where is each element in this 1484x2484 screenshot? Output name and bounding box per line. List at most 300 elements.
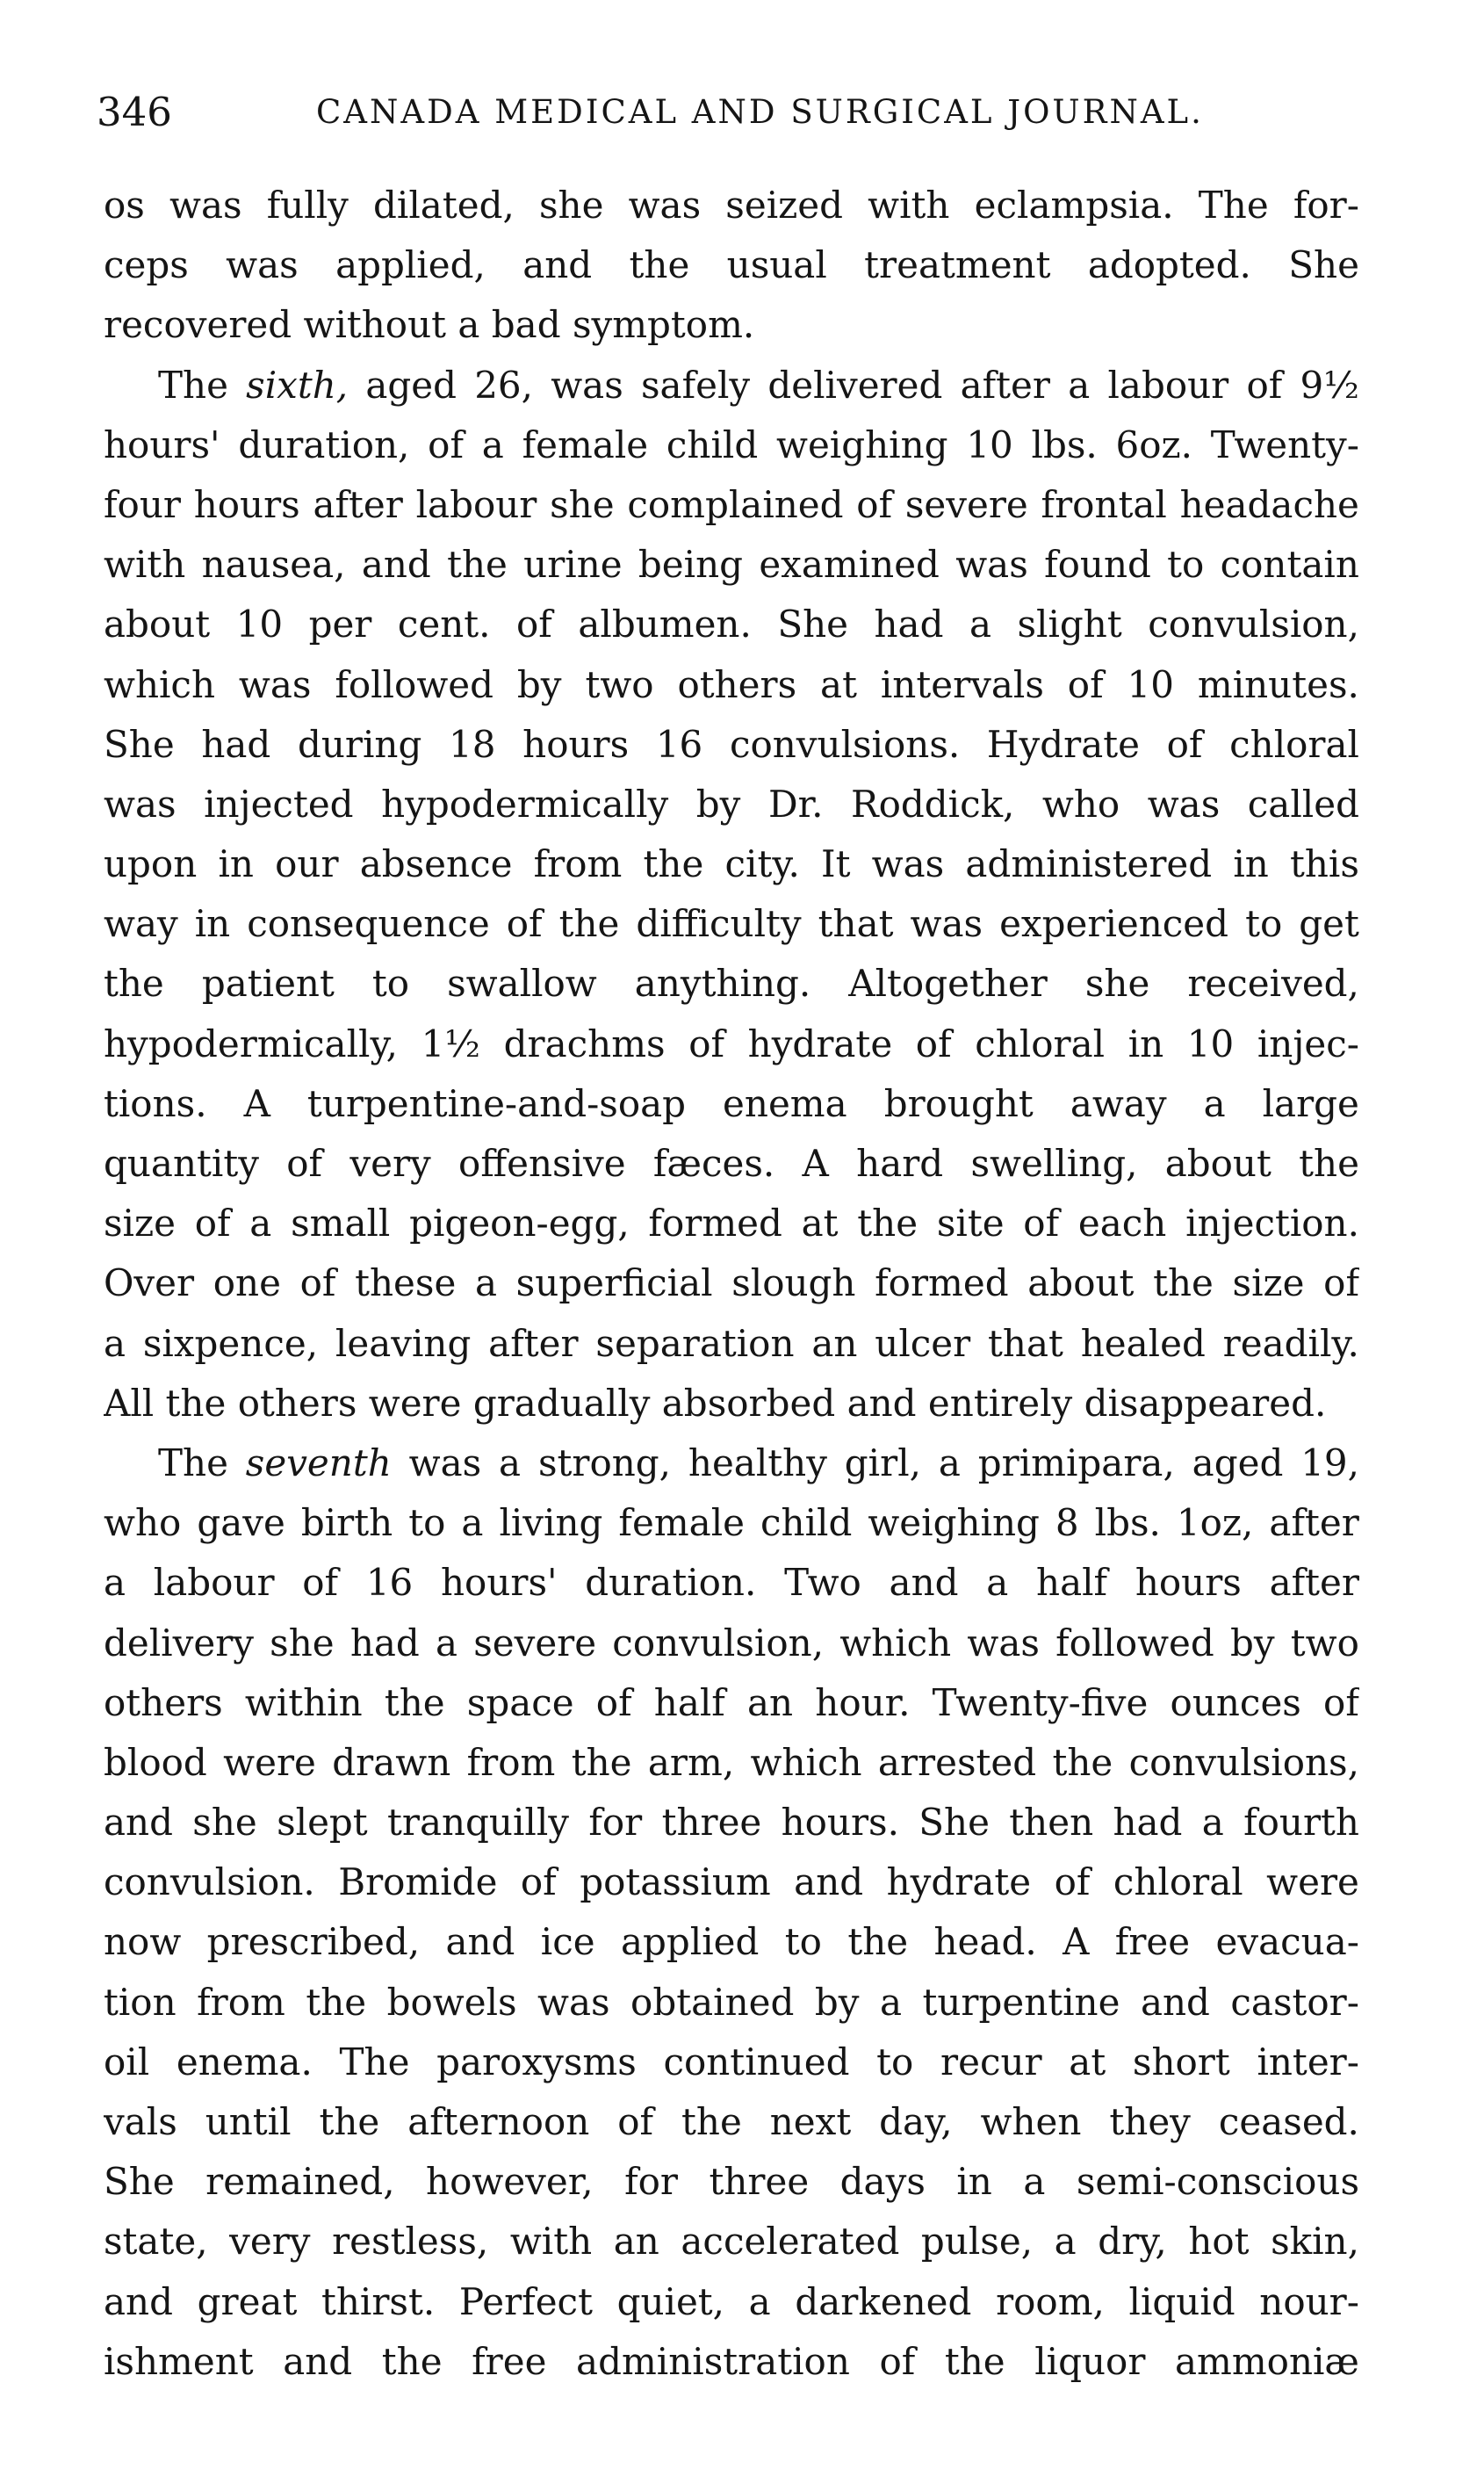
word: with [509, 2220, 593, 2264]
text-line [104, 2152, 1359, 2212]
word: disappeared. [1084, 1381, 1327, 1425]
word: four [104, 482, 181, 526]
word: castor- [1230, 1980, 1359, 2024]
word: female [618, 1501, 745, 1545]
word: and [283, 2339, 353, 2383]
text-line [104, 2212, 1359, 2271]
word: darkened [795, 2279, 972, 2323]
word: recovered [104, 303, 304, 347]
word: 16 [365, 1561, 414, 1605]
word: She [777, 603, 849, 646]
word: to [1245, 902, 1283, 946]
word: who [1041, 782, 1120, 826]
text-line [104, 1733, 1359, 1793]
word: oil [104, 2040, 150, 2083]
word: however, [426, 2160, 594, 2204]
text-line [104, 1553, 1359, 1613]
word: The [158, 363, 228, 407]
word: labour [415, 482, 537, 526]
word: and [889, 1561, 959, 1605]
word: urine [523, 543, 623, 587]
word: os [104, 184, 145, 227]
text-line [104, 2272, 1359, 2332]
word: of [915, 1022, 952, 1065]
word: was [628, 184, 702, 227]
word: She [104, 722, 175, 766]
word: cent. [397, 603, 491, 646]
word: had [874, 603, 944, 646]
word: recur [940, 2040, 1042, 2083]
word: convulsions, [1128, 1740, 1359, 1784]
word: for [588, 1801, 643, 1845]
word: this [1290, 842, 1359, 886]
word: slight [1017, 603, 1122, 646]
word: frontal [1041, 482, 1167, 526]
text-line [104, 235, 1359, 295]
page-header [97, 86, 1361, 139]
word: hours' [104, 422, 220, 466]
word: vals [104, 2100, 177, 2143]
word: applied [620, 1920, 760, 1964]
word: patient [201, 962, 335, 1006]
word: a [499, 1441, 522, 1484]
word: and [361, 543, 431, 587]
word: a [879, 1980, 902, 2024]
word: until [205, 2100, 292, 2143]
word: safely [640, 363, 751, 407]
word: two [1290, 1621, 1359, 1664]
word: the [857, 1202, 918, 1246]
word: Twenty-five [932, 1680, 1149, 1724]
word: ammoniæ [1174, 2339, 1359, 2383]
word: next [769, 2100, 852, 2143]
word: 1oz, [1176, 1501, 1254, 1545]
word: was [967, 1621, 1040, 1664]
word: swelling, [970, 1142, 1138, 1185]
word: city. [724, 842, 800, 886]
word: which [839, 1621, 952, 1664]
word: great [197, 2279, 298, 2323]
word: primipara, [977, 1441, 1175, 1484]
word: day, [879, 2100, 953, 2143]
word: by [516, 662, 562, 706]
word: they [1109, 2100, 1191, 2143]
word: 16 [655, 722, 703, 766]
word: 10 [966, 422, 1013, 466]
word: a [457, 303, 492, 347]
word: from [466, 1740, 556, 1784]
word: injection. [1185, 1202, 1359, 1246]
word: swallow [447, 962, 597, 1006]
word: semi-conscious [1076, 2160, 1359, 2204]
word: a [986, 1561, 1009, 1605]
word: She [1288, 243, 1359, 287]
word: a [1201, 1801, 1224, 1845]
word: an [613, 2220, 659, 2264]
word: birth [300, 1501, 393, 1545]
word: Dr. [767, 782, 824, 826]
word: 8 [1055, 1501, 1079, 1545]
word: which [750, 1740, 862, 1784]
word: brought [883, 1081, 1034, 1125]
word: state, [104, 2220, 208, 2264]
word: turpentine [922, 1980, 1120, 2024]
word: of [506, 902, 543, 946]
page-number: 346 [97, 89, 172, 135]
word: seized [725, 184, 844, 227]
word: It [821, 842, 851, 886]
word: duration. [585, 1561, 757, 1605]
word: treatment [864, 243, 1051, 287]
word: and [445, 1920, 515, 1964]
word: blood [104, 1740, 207, 1784]
word: very [349, 1142, 431, 1185]
word: strong, [537, 1441, 672, 1484]
word: hydrate [747, 1022, 893, 1065]
word: at [1069, 2040, 1106, 2083]
word: child [760, 1501, 853, 1545]
word: slough [731, 1261, 856, 1305]
word: she [538, 184, 604, 227]
word: 9½ [1300, 363, 1359, 407]
word: with [868, 184, 950, 227]
word: A [243, 1081, 270, 1125]
text-line [104, 1493, 1359, 1553]
word: from [197, 1980, 285, 2024]
word: minutes. [1197, 662, 1359, 706]
word: 18 [449, 722, 496, 766]
word: was [169, 184, 242, 227]
word: absorbed [661, 1381, 847, 1425]
word: had [1113, 1801, 1183, 1845]
word: found [1044, 543, 1151, 587]
word: nausea, [201, 543, 346, 587]
text-line [104, 295, 1359, 355]
word: She [104, 2160, 175, 2204]
word: the [847, 1920, 909, 1964]
word: the [381, 2339, 443, 2383]
word: hypodermically [381, 782, 669, 826]
word: bowels [386, 1980, 517, 2024]
word: half [653, 1680, 725, 1724]
word: liquor [1034, 2339, 1146, 2383]
word: were [1266, 1860, 1359, 1904]
word: Over [104, 1261, 195, 1305]
word: a [104, 1561, 126, 1605]
word: a [104, 1321, 126, 1365]
word: accelerated [681, 2220, 900, 2264]
word: duration, [238, 422, 410, 466]
word: about [1027, 1261, 1135, 1305]
text-line [104, 1074, 1359, 1134]
word: of [194, 1202, 231, 1246]
text-line [104, 894, 1359, 954]
word: paroxysms [436, 2040, 637, 2083]
word: from [533, 842, 623, 886]
word: followed [1055, 1621, 1214, 1664]
word: within [244, 1680, 363, 1724]
word: severe [473, 1621, 597, 1664]
word: after [960, 363, 1050, 407]
word: the [165, 1381, 238, 1425]
word: away [1070, 1081, 1167, 1125]
word: girl, [844, 1441, 921, 1484]
word: obtained [630, 1980, 795, 2024]
text-line [104, 775, 1359, 834]
word: was [1147, 782, 1221, 826]
word: 1½ [421, 1022, 481, 1065]
word: of [1323, 1680, 1359, 1724]
word: tion [104, 1980, 176, 2024]
word: continued [663, 2040, 850, 2083]
word: in [1127, 1022, 1164, 1065]
word: weighing [776, 422, 948, 466]
word: the [1299, 1142, 1359, 1185]
word: hours [193, 482, 300, 526]
word: 10 [1127, 662, 1174, 706]
word: readily. [1222, 1321, 1359, 1365]
word: 10 [1186, 1022, 1235, 1065]
text-line [104, 1015, 1359, 1074]
word: arrested [877, 1740, 1037, 1784]
word: contain [1220, 543, 1359, 587]
word: Hydrate [986, 722, 1140, 766]
word: examined [759, 543, 940, 587]
word: by [814, 1980, 860, 2024]
word: evacua- [1215, 1920, 1359, 1964]
word: of [1067, 662, 1104, 706]
word: were [223, 1740, 316, 1784]
word: short [1132, 2040, 1230, 2083]
word: was [226, 243, 299, 287]
word: headache [1179, 482, 1359, 526]
word: after [1269, 1501, 1359, 1545]
word: weighing [868, 1501, 1040, 1545]
word: 10 [235, 603, 284, 646]
word: absence [359, 842, 513, 886]
word: followed [335, 662, 494, 706]
word: 6oz. [1115, 422, 1193, 466]
word: enema [723, 1081, 847, 1125]
word: drawn [332, 1740, 451, 1784]
word: administration [576, 2339, 850, 2383]
word: Bromide [338, 1860, 498, 1904]
word: living [499, 1501, 603, 1545]
word: after [488, 1321, 579, 1365]
word: potassium [580, 1860, 771, 1904]
word: quiet, [616, 2279, 725, 2323]
word: of [1166, 722, 1203, 766]
word: and [794, 1860, 864, 1904]
word: hard [856, 1142, 944, 1185]
word: of [617, 2100, 654, 2143]
word: ishment [104, 2339, 254, 2383]
word: each [1077, 1202, 1167, 1246]
word: lbs. [1031, 422, 1098, 466]
word: afternoon [407, 2100, 590, 2143]
word: ice [540, 1920, 595, 1964]
word: she [192, 1801, 257, 1845]
word: adopted. [1087, 243, 1251, 287]
word: The [339, 2040, 410, 2083]
word: injec- [1257, 1022, 1359, 1065]
text-line [104, 2092, 1359, 2152]
word: that [988, 1321, 1063, 1365]
word: the [1153, 1261, 1214, 1305]
word: three [709, 2160, 810, 2204]
word: about [1164, 1142, 1271, 1185]
word: a [481, 422, 504, 466]
word: gave [197, 1501, 285, 1545]
word: she [270, 1621, 335, 1664]
word: the [681, 2100, 742, 2143]
word: a [1068, 363, 1091, 407]
text-line [104, 954, 1359, 1014]
word: and [522, 243, 593, 287]
word: a [474, 1261, 498, 1305]
word: of [1246, 363, 1283, 407]
word: was [910, 902, 983, 946]
word: aged [1192, 1441, 1284, 1484]
word: she [550, 482, 615, 526]
word: complained [627, 482, 844, 526]
word: experienced [999, 902, 1229, 946]
word: space [466, 1680, 574, 1724]
text-line [104, 475, 1359, 535]
text-line [104, 176, 1359, 235]
word: the [629, 243, 690, 287]
word: fourth [1243, 1801, 1359, 1845]
word: hours' [441, 1561, 558, 1605]
word: bad [491, 303, 573, 347]
word: Roddick, [850, 782, 1015, 826]
word: The [158, 1441, 228, 1484]
word: was [871, 842, 945, 886]
word: of [428, 422, 464, 466]
word: A [1063, 1920, 1090, 1964]
text-line [104, 1973, 1359, 2033]
word: received, [1187, 962, 1359, 1006]
word: restless, [332, 2220, 489, 2264]
word: Twenty- [1210, 422, 1359, 466]
body-text [104, 176, 1359, 2392]
word: two [585, 662, 654, 706]
word: a [461, 1501, 484, 1545]
word: offensive [458, 1142, 626, 1185]
word: of [1054, 1860, 1091, 1904]
word: at [820, 662, 857, 706]
word: Perfect [458, 2279, 593, 2323]
word: of [879, 2339, 916, 2383]
word: at [801, 1202, 839, 1246]
word: a [435, 1621, 458, 1664]
word: chloral [975, 1022, 1106, 1065]
word: days [839, 2160, 926, 2204]
word: now [104, 1920, 182, 1964]
word: skin, [1271, 2220, 1359, 2264]
text-line [104, 356, 1359, 415]
word: one [213, 1261, 281, 1305]
word: the [306, 1980, 367, 2024]
word: dilated, [373, 184, 515, 227]
word: then [1009, 1801, 1094, 1845]
word: hydrate [886, 1860, 1032, 1904]
word: symptom. [572, 303, 755, 347]
word: were [368, 1381, 473, 1425]
word: and [104, 2279, 173, 2323]
word: hours. [781, 1801, 899, 1845]
word: others [104, 1680, 223, 1724]
word: ceased. [1218, 2100, 1359, 2143]
word: Altogether [848, 962, 1048, 1006]
word: pigeon-egg, [409, 1202, 630, 1246]
word: administered [965, 842, 1213, 886]
word: the [384, 1680, 445, 1724]
word: convulsion, [1148, 603, 1359, 646]
word: others [677, 662, 797, 706]
word: of [516, 603, 552, 646]
word: of [856, 482, 893, 526]
text-line [104, 2033, 1359, 2092]
word: per [308, 603, 372, 646]
word: aged [365, 363, 457, 407]
word: tions. [104, 1081, 207, 1125]
word: healed [1080, 1321, 1206, 1365]
word: in [1233, 842, 1269, 886]
word: delivery [104, 1621, 254, 1664]
word: intervals [880, 662, 1044, 706]
word: and [1140, 1980, 1210, 2024]
word: sixpence, [142, 1321, 319, 1365]
word: superficial [515, 1261, 713, 1305]
word: delivered [767, 363, 943, 407]
word: was [238, 662, 312, 706]
text-line [104, 1912, 1359, 1972]
word: The [1198, 184, 1269, 227]
word: ulcer [875, 1321, 971, 1365]
word: formed [875, 1261, 1009, 1305]
word: leaving [335, 1321, 472, 1365]
word: separation [595, 1321, 795, 1365]
word: albumen. [578, 603, 752, 646]
word: was [408, 1441, 482, 1484]
word: which [104, 662, 216, 706]
word: the [571, 1740, 632, 1784]
word: the [104, 962, 164, 1006]
word: the [1052, 1740, 1113, 1784]
word: liquid [1128, 2279, 1235, 2323]
word: hours [522, 722, 630, 766]
word: of [286, 1142, 323, 1185]
text-line [104, 1194, 1359, 1253]
word: usual [726, 243, 827, 287]
word: that [818, 902, 894, 946]
word: ounces [1170, 1680, 1301, 1724]
word: to [784, 1920, 822, 1964]
word: size [1232, 1261, 1305, 1305]
word: chloral [1113, 1860, 1243, 1904]
word: very [229, 2220, 311, 2264]
word: injected [204, 782, 354, 826]
word: without [303, 303, 458, 347]
word: the [447, 543, 508, 587]
word: after [1269, 1561, 1359, 1605]
word: arm, [647, 1740, 735, 1784]
word: consequence [247, 902, 490, 946]
text-line [104, 1614, 1359, 1673]
word: room, [996, 2279, 1105, 2323]
word: 19, [1300, 1441, 1359, 1484]
